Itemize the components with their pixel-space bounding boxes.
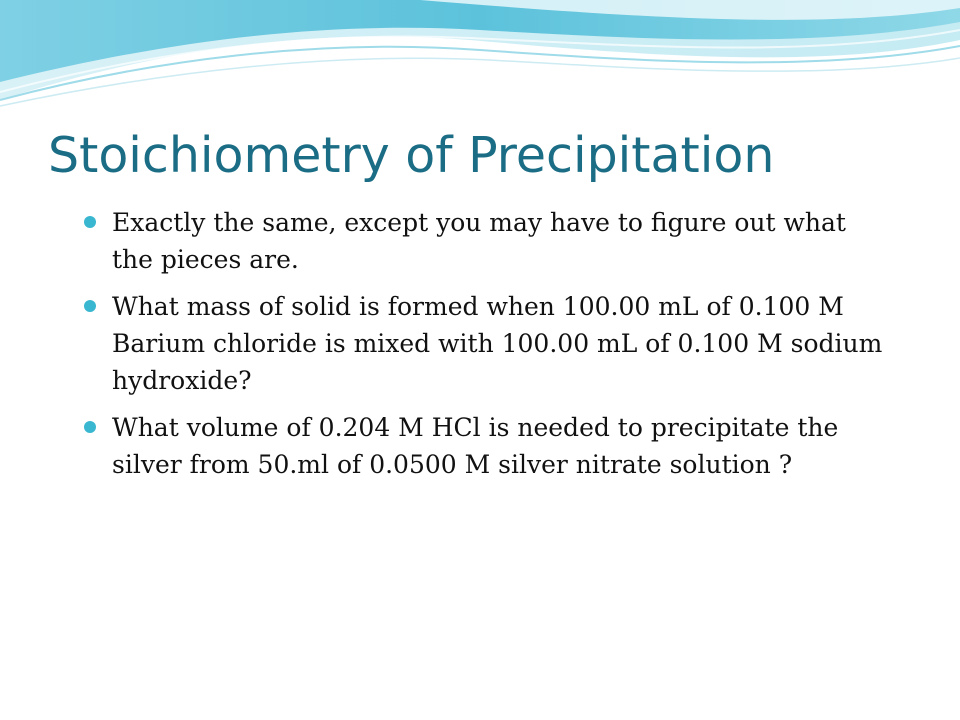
slide-title: Stoichiometry of Precipitation <box>48 127 775 184</box>
bullet-text: Exactly the same, except you may have to figure out what the pieces are. <box>112 208 846 274</box>
bullet-item <box>0 409 892 483</box>
bullet-dot-icon <box>84 216 96 228</box>
bullet-text: What mass of solid is formed when 100.00 mL of 0.100 M Barium chloride is mixed with 100.00 mL of 0.100 M sodium hydroxide? <box>112 292 883 395</box>
wave-header-decoration <box>0 0 960 130</box>
bullet-item <box>0 204 892 278</box>
bullet-dot-icon <box>84 300 96 312</box>
bullet-dot-icon <box>84 421 96 433</box>
bullet-item <box>0 288 892 399</box>
wave-line-2 <box>0 58 960 106</box>
bullet-text: What volume of 0.204 M HCl is needed to precipitate the silver from 50.ml of 0.0500 M silver nitrate solution ? <box>112 413 839 479</box>
bullet-list <box>0 204 960 493</box>
